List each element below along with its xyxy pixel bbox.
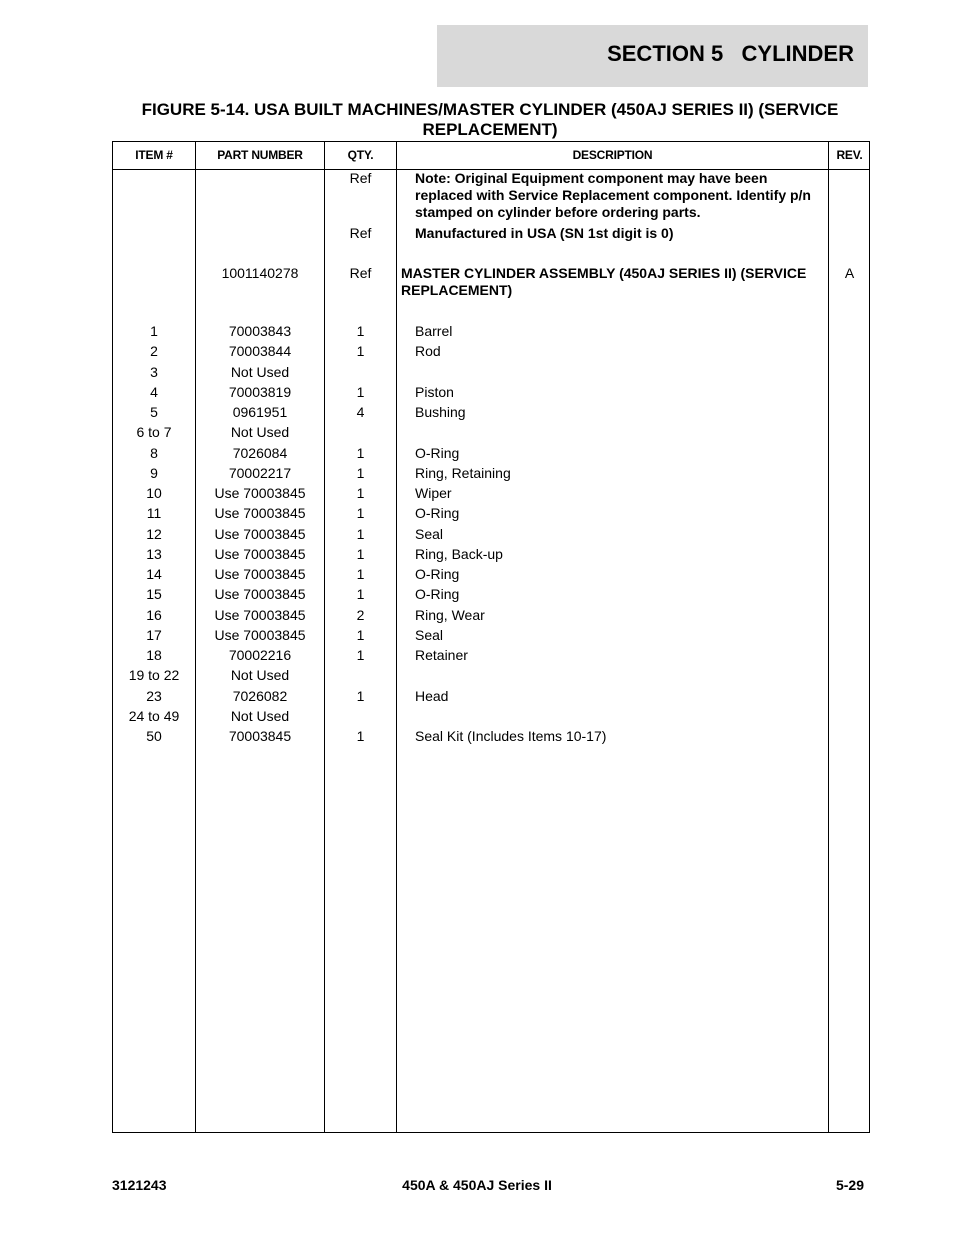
row-part-number: Use 70003845 <box>214 607 306 623</box>
row-description: Seal <box>415 526 444 542</box>
row-description: Ring, Back-up <box>415 546 503 562</box>
section-title: SECTION 5 CYLINDER <box>607 41 854 66</box>
row-description: Piston <box>415 384 454 400</box>
row-item: 2 <box>150 343 158 359</box>
row-description: Ring, Retaining <box>415 465 511 481</box>
row-qty: 1 <box>356 627 365 643</box>
row-description: O-Ring <box>415 505 460 521</box>
row-qty: 1 <box>356 546 365 562</box>
row-item: 4 <box>150 384 158 400</box>
row-part-number: 70003843 <box>228 323 292 339</box>
row-item: 17 <box>146 627 162 643</box>
header-item: ITEM # <box>135 148 173 162</box>
row-item: 9 <box>150 465 158 481</box>
row-item: 18 <box>146 647 162 663</box>
footer-doc-number: 3121243 <box>112 1177 167 1193</box>
row-qty: 1 <box>356 384 365 400</box>
header-rev: REV. <box>836 148 863 162</box>
row-qty: 1 <box>356 465 365 481</box>
footer-model: 450A & 450AJ Series II <box>402 1177 552 1193</box>
row-item: 11 <box>146 505 162 521</box>
row-item: 12 <box>146 526 162 542</box>
figure-title: FIGURE 5-14. USA BUILT MACHINES/MASTER CYLINDER (450AJ SERIES II) (SERVICE REPLACEMENT) <box>141 100 839 139</box>
header-part-number: PART NUMBER <box>217 148 303 162</box>
row-item: 16 <box>146 607 162 623</box>
row-part-number: 0961951 <box>232 404 288 420</box>
row-description: Ring, Wear <box>415 607 485 623</box>
column-divider <box>828 142 829 1132</box>
row-description: Retainer <box>415 647 468 663</box>
row-item: 23 <box>146 688 162 704</box>
row-part-number: Not Used <box>230 667 290 683</box>
row-item: 6 to 7 <box>136 424 172 440</box>
row-part-number: Use 70003845 <box>214 586 306 602</box>
row-description: Wiper <box>415 485 452 501</box>
note-qty: Ref <box>349 225 372 241</box>
row-part-number: Not Used <box>230 708 290 724</box>
assembly-qty: Ref <box>349 265 372 281</box>
row-part-number: 70002217 <box>228 465 292 481</box>
header-description: DESCRIPTION <box>572 148 653 162</box>
row-part-number: Use 70003845 <box>214 485 306 501</box>
row-part-number: 70003819 <box>228 384 292 400</box>
row-item: 15 <box>146 586 162 602</box>
row-description: Barrel <box>415 323 453 339</box>
row-description: O-Ring <box>415 445 460 461</box>
row-item: 13 <box>146 546 162 562</box>
row-part-number: Use 70003845 <box>214 546 306 562</box>
row-qty: 1 <box>356 526 365 542</box>
row-qty: 1 <box>356 647 365 663</box>
row-part-number: 70002216 <box>228 647 292 663</box>
row-part-number: Use 70003845 <box>214 526 306 542</box>
row-item: 1 <box>150 323 158 339</box>
row-item: 14 <box>146 566 162 582</box>
row-part-number: 70003844 <box>228 343 292 359</box>
row-description: Rod <box>415 343 441 359</box>
row-part-number: Use 70003845 <box>214 505 306 521</box>
header-qty: QTY. <box>347 148 374 162</box>
assembly-part-number: 1001140278 <box>221 265 299 281</box>
row-qty: 1 <box>356 728 365 744</box>
row-part-number: Not Used <box>230 364 290 380</box>
row-item: 3 <box>150 364 158 380</box>
row-qty: 1 <box>356 323 365 339</box>
row-description: O-Ring <box>415 586 460 602</box>
assembly-rev: A <box>844 265 855 281</box>
row-qty: 1 <box>356 343 365 359</box>
section-header <box>437 25 868 87</box>
row-description: O-Ring <box>415 566 460 582</box>
row-item: 19 to 22 <box>128 667 180 683</box>
row-part-number: 7026084 <box>232 445 288 461</box>
row-part-number: Use 70003845 <box>214 566 306 582</box>
row-item: 24 to 49 <box>128 708 180 724</box>
row-qty: 1 <box>356 566 365 582</box>
row-qty: 1 <box>356 485 365 501</box>
row-qty: 1 <box>356 445 365 461</box>
parts-table <box>112 141 870 1133</box>
row-description: Bushing <box>415 404 466 420</box>
row-qty: 2 <box>356 607 365 623</box>
row-qty: 1 <box>356 505 365 521</box>
row-description: Seal <box>415 627 444 643</box>
row-item: 5 <box>150 404 158 420</box>
row-item: 50 <box>146 728 162 744</box>
note-description: Manufactured in USA (SN 1st digit is 0) <box>415 225 674 241</box>
column-divider <box>396 142 397 1132</box>
row-description: Seal Kit (Includes Items 10-17) <box>415 728 607 744</box>
row-part-number: Not Used <box>230 424 290 440</box>
row-qty: 1 <box>356 688 365 704</box>
note-qty: Ref <box>349 170 372 186</box>
row-description: Head <box>415 688 449 704</box>
row-item: 10 <box>146 485 162 501</box>
row-qty: 4 <box>356 404 365 420</box>
row-part-number: 7026082 <box>232 688 288 704</box>
row-qty: 1 <box>356 586 365 602</box>
row-part-number: 70003845 <box>228 728 292 744</box>
row-part-number: Use 70003845 <box>214 627 306 643</box>
assembly-description: MASTER CYLINDER ASSEMBLY (450AJ SERIES II) (SERVICE REPLACEMENT) <box>401 265 807 298</box>
note-description: Note: Original Equipment component may have been replaced with Service Replacement component. Identify p/n stamped on cylinder before ordering parts. <box>415 170 811 220</box>
row-item: 8 <box>150 445 158 461</box>
footer-page-number: 5-29 <box>835 1177 864 1193</box>
